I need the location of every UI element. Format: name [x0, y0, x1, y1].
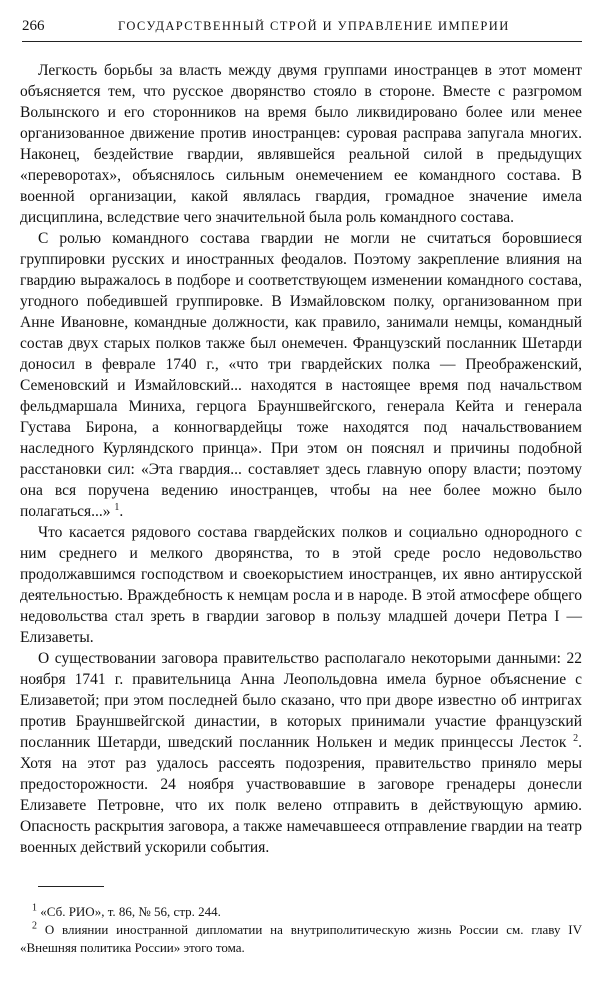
footnote-marker: 1: [32, 902, 37, 914]
running-title: ГОСУДАРСТВЕННЫЙ СТРОЙ И УПРАВЛЕНИЕ ИМПЕРИИ: [118, 19, 510, 33]
main-text: [20, 60, 582, 858]
paragraph-3: Что касается рядового состава гвардейских полков и социально однородного с ним среднего и мелкого дворянства, то в этой среде росло недовольство продолжавшимся господством и своекорыстием иностранцев, их явно антирусской деятельностью. Враждебность к немцам росла и в народе. В этой атмосфере общего недовольства стал зреть в гвардии заговор в пользу младшей дочери Петра I — Елизаветы.: [20, 524, 582, 646]
paragraph-1: Легкость борьбы за власть между двумя группами иностранцев в этот момент объясняется тем, что русское дворянство стояло в стороне. Вместе с разгромом Волынского и его сторонников на время было ликвидировано более или менее организованное движение против иностранцев: суровая расправа запугала многих. Наконец, бездействие гвардии, являвшейся реальной силой в предыдущих «переворотах», объяснялось сильным онемечением ее командного состава. В военной организации, какой являлась гвардия, громадное значение имела дисциплина, вследствие чего значительной была роль командного состава.: [20, 62, 582, 226]
footnote-2: [20, 921, 582, 957]
page-header: [22, 14, 582, 36]
footnote-ref-1[interactable]: 1: [114, 501, 120, 513]
paragraph-2: С ролью командного состава гвардии не могли не считаться боровшиеся группировки русских и иностранных феодалов. Поэтому закрепление влияния на гвардию выражалось в подборе и соответствующем изменении командного состава, угодного победившей группировке. В Измайловском полку, организованном при Анне Ивановне, командные должности, как правило, занимали немцы, командный состав двух старых полков также был онемечен. Французский посланник Шетарди доносил в феврале 1740 г., «что три гвардейских полка — Преображенский, Семеновский и Измайловский... находятся в настоящее время под начальством фельдмаршала Миниха, герцога Брауншвейгского, генерала Кейта и генерала Густава Бирона, а конногвардейцы тоже находятся под начальствованием наследного Курляндского принца». При этом он пояснял и причины подобной расстановки сил: «Эта гвардия... составляет здесь главную опору власти; поэтому она вся поручена ведению иностранцев, чтобы на нее более можно было полагаться...» $^1$.: [20, 230, 582, 520]
footnotes: [20, 903, 582, 957]
footnote-1: [20, 903, 582, 921]
footnote-text: «Сб. РИО», т. 86, № 56, стр. 244.: [40, 904, 221, 919]
footnote-marker: 2: [32, 920, 37, 932]
paragraph-4: О существовании заговора правительство располагало некоторыми данными: 22 ноября 1741 г. правительница Анна Леопольдовна имела бурное объяснение с Елизаветой; при этом последней было сказано, что при дворе известно об интригах против Брауншвейгской династии, в которых принимали участие французский посланник Шетарди, шведский посланник Нолькен и медик принцессы Лесток $^2$. Хотя на этот раз удалось рассеять подозрения, правительство приняло меры предосторожности. 24 ноября участвовавшие в заговоре гренадеры донесли Елизавете Петровне, что их полк велено отправить в действующую армию. Опасность раскрытия заговора, а также намечавшееся отправление гвардии на театр военных действий ускорили события.: [20, 650, 583, 856]
header-rule: [22, 41, 582, 42]
footnote-ref-2[interactable]: 2: [573, 732, 579, 744]
page-number: 266: [22, 18, 45, 34]
footnote-separator: [38, 886, 104, 887]
footnote-text: О влиянии иностранной дипломатии на внутриполитическую жизнь России см. главу IV «Внешняя политика России» этого тома.: [20, 922, 583, 955]
